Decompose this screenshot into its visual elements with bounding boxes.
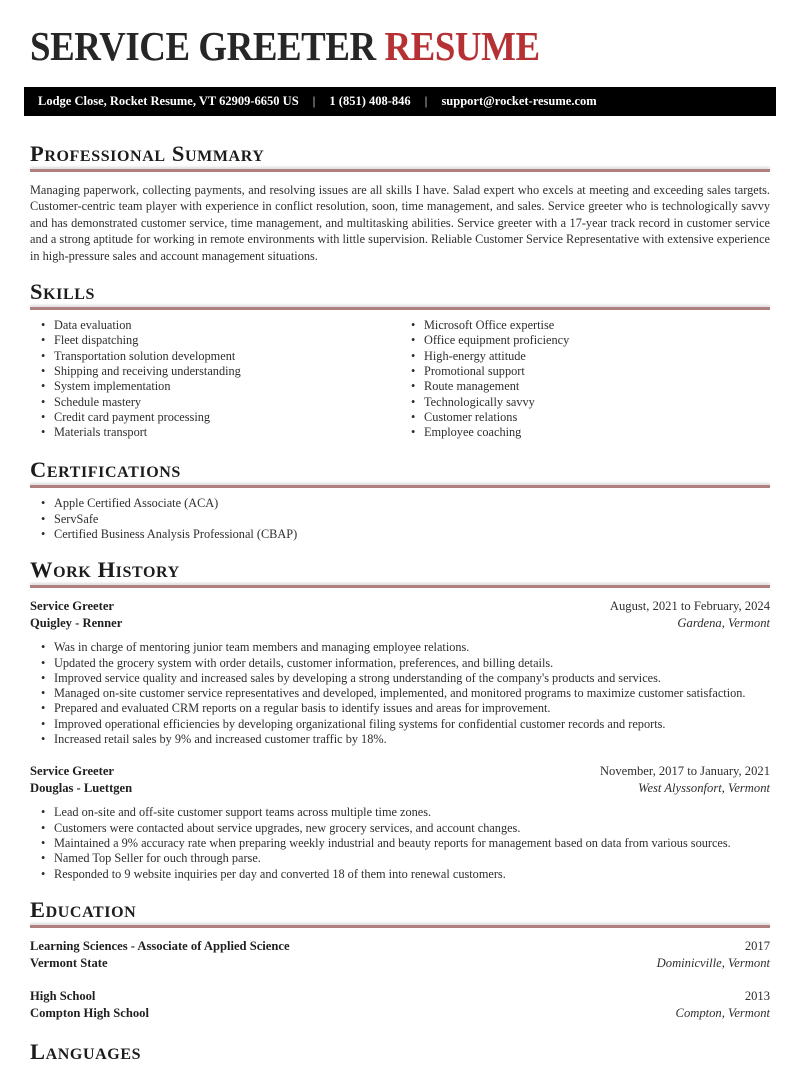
job-bullet-list — [30, 805, 770, 881]
section-heading-work-history: Work History — [30, 557, 180, 583]
skill-item: • Credit card payment processing — [30, 410, 400, 425]
page-title-primary: SERVICE GREETER — [30, 23, 385, 69]
section-rule — [30, 169, 770, 172]
section-heading-skills: Skills — [30, 279, 96, 305]
skills-column-left — [30, 318, 400, 440]
section-heading-certifications: Certifications — [30, 457, 181, 483]
job-entry — [30, 763, 770, 881]
education-location: Dominicville, Vermont — [656, 955, 770, 970]
job-company: Quigley - Renner — [30, 616, 123, 631]
skill-item: • Microsoft Office expertise — [400, 318, 770, 333]
skills-columns — [30, 310, 770, 440]
contact-email: support@rocket-resume.com — [441, 94, 597, 108]
education-entry — [30, 988, 770, 1022]
skill-item: • Technologically savvy — [400, 395, 770, 410]
skill-item: • Data evaluation — [30, 318, 400, 333]
education-school: Compton High School — [30, 1005, 149, 1020]
job-bullet: • Increased retail sales by 9% and increased customer traffic by 18%. — [30, 732, 770, 747]
job-company: Douglas - Luettgen — [30, 781, 133, 796]
job-location: Gardena, Vermont — [677, 616, 770, 631]
job-bullet: • Prepared and evaluated CRM reports on a regular basis to identify issues and areas for improvement. — [30, 701, 770, 716]
education-degree: High School — [30, 988, 96, 1003]
job-bullet: • Responded to 9 website inquiries per day and converted 18 of them into renewal customers. — [30, 867, 770, 882]
contact-bar — [24, 87, 776, 116]
job-dates: August, 2021 to February, 2024 — [609, 599, 770, 614]
page-title — [30, 24, 770, 68]
job-bullet: • Improved service quality and increased sales by developing a strong understanding of the company's products and services. — [30, 671, 770, 686]
skill-item: • Shipping and receiving understanding — [30, 364, 400, 379]
skill-item: • Fleet dispatching — [30, 333, 400, 348]
section-rule — [30, 585, 770, 588]
certification-item: • Apple Certified Associate (ACA) — [30, 496, 770, 511]
skill-item: • Route management — [400, 379, 770, 394]
contact-phone: 1 (851) 408-846 — [329, 94, 411, 108]
section-heading-summary: Professional Summary — [30, 141, 265, 166]
job-bullet-list — [30, 640, 770, 747]
job-bullet: • Improved operational efficiencies by developing organizational filing systems for confidential customer records and reports. — [30, 717, 770, 732]
education-year: 2013 — [744, 988, 770, 1003]
job-bullet: • Named Top Seller for ouch through parse. — [30, 851, 770, 866]
job-title: Service Greeter — [30, 764, 115, 779]
job-bullet: • Managed on-site customer service representatives and developed, implemented, and monitored programs to maximize customer satisfaction. — [30, 686, 770, 701]
certification-item: • ServSafe — [30, 512, 770, 527]
section-heading-education: Education — [30, 896, 137, 922]
skill-item: • System implementation — [30, 379, 400, 394]
contact-separator: | — [424, 94, 428, 108]
job-bullet: • Customers were contacted about service upgrades, new grocery services, and account changes. — [30, 821, 770, 836]
job-title: Service Greeter — [30, 599, 115, 614]
section-heading-languages: Languages — [30, 1038, 142, 1064]
skill-item: • Customer relations — [400, 410, 770, 425]
skill-item: • Office equipment proficiency — [400, 333, 770, 348]
certifications-list — [30, 496, 770, 542]
summary-text: Managing paperwork, collecting payments, and resolving issues are all skills I have. Salad expert who excels at meeting and exceeding sales targets. Customer-centric team player with experience in conflict resolution, soon, time management, and sales. Service greeter who is technologically savvy and has demonstrated customer service, time management, and multitasking abilities. Service greeter with a 17-year track record in customer service and a strong aptitude for working in remote environments with little supervision. Reliable Customer Service Representative with extensive experience in high-pressure sales and account management situations. — [30, 183, 770, 263]
job-bullet: • Maintained a 9% accuracy rate when preparing weekly industrial and beauty reports for management based on data from various sources. — [30, 836, 770, 851]
education-degree: Learning Sciences - Associate of Applied Science — [30, 938, 290, 953]
skill-item: • High-energy attitude — [400, 349, 770, 364]
education-school: Vermont State — [30, 955, 108, 970]
skill-item: • Schedule mastery — [30, 395, 400, 410]
skill-item: • Promotional support — [400, 364, 770, 379]
section-rule — [30, 485, 770, 488]
contact-address: Lodge Close, Rocket Resume, VT 62909-6650 US — [38, 94, 299, 108]
skills-column-right — [400, 318, 770, 440]
resume-page — [0, 24, 800, 1065]
section-rule — [30, 925, 770, 928]
education-year: 2017 — [744, 938, 770, 953]
skill-item: • Employee coaching — [400, 425, 770, 440]
contact-separator: | — [312, 94, 316, 108]
job-bullet: • Was in charge of mentoring junior team members and managing employee relations. — [30, 640, 770, 655]
education-location: Compton, Vermont — [675, 1005, 770, 1020]
job-location: West Alyssonfort, Vermont — [638, 781, 770, 796]
job-bullet: • Lead on-site and off-site customer support teams across multiple time zones. — [30, 805, 770, 820]
page-title-accent: RESUME — [384, 23, 540, 69]
job-bullet: • Updated the grocery system with order details, customer information, preferences, and billing details. — [30, 656, 770, 671]
certification-item: • Certified Business Analysis Professional (CBAP) — [30, 527, 770, 542]
job-entry — [30, 598, 770, 747]
job-dates: November, 2017 to January, 2021 — [599, 764, 770, 779]
education-entry — [30, 938, 770, 972]
skill-item: • Materials transport — [30, 425, 400, 440]
skill-item: • Transportation solution development — [30, 349, 400, 364]
